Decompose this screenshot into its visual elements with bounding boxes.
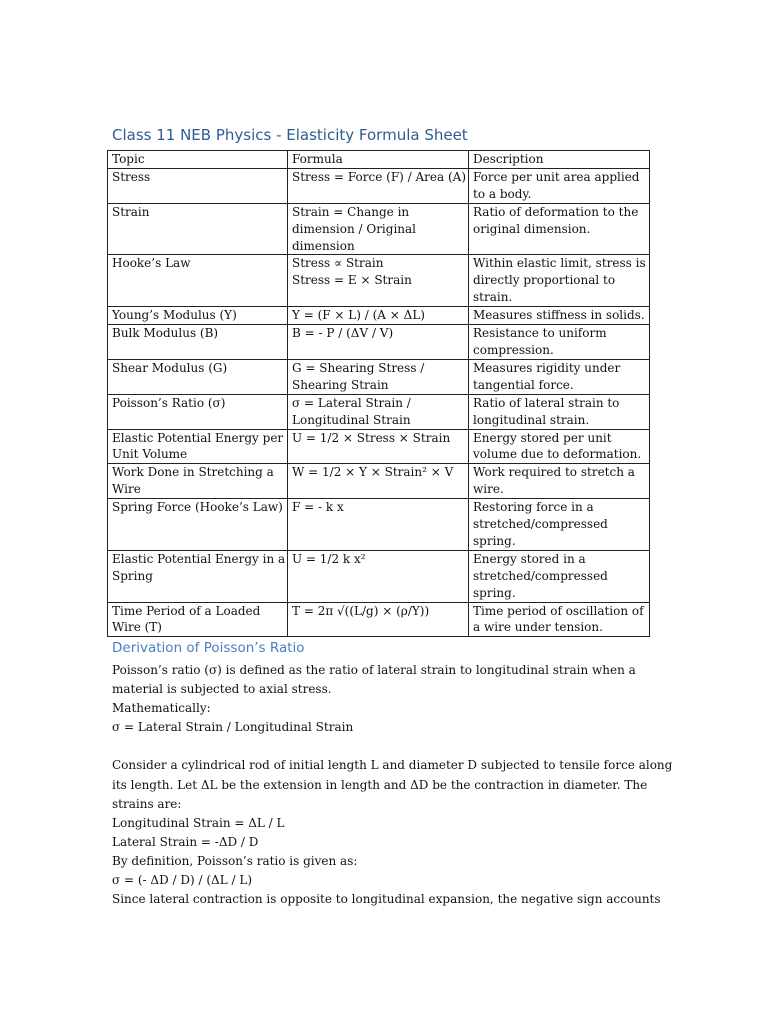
table-row: [108, 255, 650, 307]
topic-cell: Strain: [108, 203, 288, 255]
topic-cell: Spring Force (Hooke’s Law): [108, 499, 288, 551]
formula-cell: Strain = Change in dimension / Original dimension: [288, 203, 469, 255]
description-cell: Ratio of lateral strain to longitudinal strain.: [469, 394, 650, 429]
topic-cell: Shear Modulus (G): [108, 359, 288, 394]
formula-table: [107, 150, 650, 637]
table-row: [108, 394, 650, 429]
column-header-topic: Topic: [108, 151, 288, 169]
topic-cell: Hooke’s Law: [108, 255, 288, 307]
topic-cell: Bulk Modulus (B): [108, 325, 288, 360]
table-row: [108, 429, 650, 464]
topic-cell: Time Period of a Loaded Wire (T): [108, 602, 288, 637]
description-cell: Measures rigidity under tangential force.: [469, 359, 650, 394]
column-header-formula: Formula: [288, 151, 469, 169]
formula-cell: F = - k x: [288, 499, 469, 551]
description-cell: Energy stored per unit volume due to deformation.: [469, 429, 650, 464]
derivation-body: [112, 661, 673, 909]
equation-line: Longitudinal Strain = ΔL / L: [112, 815, 285, 830]
paragraph-line: material is subjected to axial stress.: [112, 682, 332, 697]
table-row: [108, 464, 650, 499]
formula-cell: G = Shearing Stress / Shearing Strain: [288, 359, 469, 394]
column-header-description: Description: [469, 151, 650, 169]
table-row: [108, 499, 650, 551]
topic-cell: Elastic Potential Energy per Unit Volume: [108, 429, 288, 464]
description-cell: Restoring force in a stretched/compressed spring.: [469, 499, 650, 551]
formula-cell: Stress ∝ Strain Stress = E × Strain: [288, 255, 469, 307]
table-row: [108, 602, 650, 637]
paragraph-line: its length. Let ΔL be the extension in length and ΔD be the contraction in diameter. The: [112, 777, 648, 792]
section-heading: Derivation of Poisson’s Ratio: [112, 640, 305, 656]
description-cell: Work required to stretch a wire.: [469, 464, 650, 499]
formula-cell: Y = (F × L) / (A × ΔL): [288, 307, 469, 325]
formula-cell: U = 1/2 k x²: [288, 550, 469, 602]
formula-cell: T = 2π √((L/g) × (ρ/Y)): [288, 602, 469, 637]
formula-cell: Stress = Force (F) / Area (A): [288, 168, 469, 203]
paragraph-line: Mathematically:: [112, 701, 211, 716]
table-row: [108, 325, 650, 360]
equation-line: σ = Lateral Strain / Longitudinal Strain: [112, 720, 354, 735]
blank-line: [112, 737, 652, 756]
formula-cell: W = 1/2 × Y × Strain² × V: [288, 464, 469, 499]
page-title: Class 11 NEB Physics - Elasticity Formula Sheet: [112, 126, 468, 144]
description-cell: Energy stored in a stretched/compressed spring.: [469, 550, 650, 602]
table-row: [108, 168, 650, 203]
equation-line: σ = (- ΔD / D) / (ΔL / L): [112, 873, 252, 888]
formula-cell: B = - P / (ΔV / V): [288, 325, 469, 360]
paragraph-line: Poisson’s ratio (σ) is defined as the ratio of lateral strain to longitudinal strain when a: [112, 663, 636, 677]
formula-cell: σ = Lateral Strain / Longitudinal Strain: [288, 394, 469, 429]
paragraph-line: strains are:: [112, 796, 182, 811]
topic-cell: Young’s Modulus (Y): [108, 307, 288, 325]
equation-line: Lateral Strain = -ΔD / D: [112, 834, 259, 849]
topic-cell: Poisson’s Ratio (σ): [108, 394, 288, 429]
paragraph-line: By definition, Poisson’s ratio is given as:: [112, 853, 358, 868]
description-cell: Force per unit area applied to a body.: [469, 168, 650, 203]
formula-cell: U = 1/2 × Stress × Strain: [288, 429, 469, 464]
table-row: [108, 307, 650, 325]
table-row: [108, 550, 650, 602]
topic-cell: Work Done in Stretching a Wire: [108, 464, 288, 499]
paragraph-line: Since lateral contraction is opposite to longitudinal expansion, the negative sign accounts: [112, 892, 661, 907]
table-row: [108, 359, 650, 394]
description-cell: Ratio of deformation to the original dimension.: [469, 203, 650, 255]
table-row: [108, 203, 650, 255]
topic-cell: Stress: [108, 168, 288, 203]
description-cell: Within elastic limit, stress is directly proportional to strain.: [469, 255, 650, 307]
table-header-row: [108, 151, 650, 169]
paragraph-line: Consider a cylindrical rod of initial length L and diameter D subjected to tensile force along: [112, 758, 673, 773]
topic-cell: Elastic Potential Energy in a Spring: [108, 550, 288, 602]
description-cell: Time period of oscillation of a wire under tension.: [469, 602, 650, 637]
description-cell: Resistance to uniform compression.: [469, 325, 650, 360]
description-cell: Measures stiffness in solids.: [469, 307, 650, 325]
